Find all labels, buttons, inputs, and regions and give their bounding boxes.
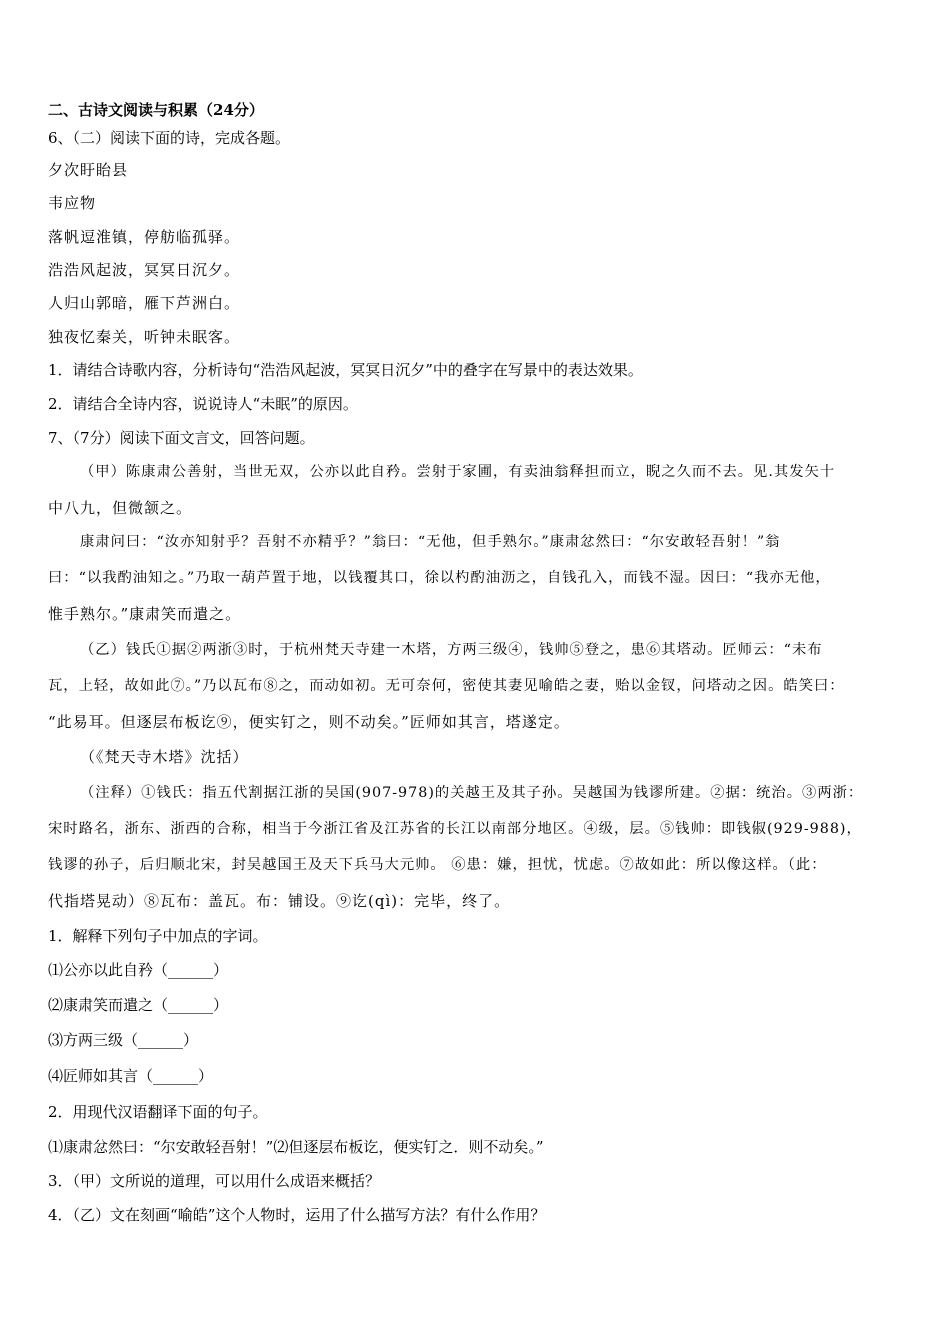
q7-subquestion: ⑴康肃忿然曰：“尔安敢轻吾射！”⑵但逐层布板讫，便实钉之．则不动矣。”	[48, 1138, 544, 1156]
q7-question: 1．解释下列句子中加点的字词。	[48, 927, 268, 945]
poem-title: 夕次盱眙县	[48, 161, 129, 179]
notes-line: 钱谬的孙子，后归顺北宋，封吴越国王及天下兵马大元帅。 ⑥患：嫌，担忧，忧虑。⑦故如此：所以像这样。（此：	[48, 857, 827, 873]
poem-line: 独夜忆秦关，听钟未眠客。	[48, 328, 241, 346]
passage-line: 中八九，但微颔之。	[48, 499, 193, 517]
passage-line: 瓦，上轻，故如此⑦。”乃以瓦布⑧之，而动如初。无可奈何，密使其妻见喻皓之妻，贻以金钗，问塔动之因。皓笑曰：	[48, 678, 845, 694]
poem-line: 人归山郭暗，雁下芦洲白。	[48, 294, 241, 312]
passage-line: （甲）陈康肃公善射，当世无双，公亦以此自矜。尝射于家圃，有卖油翁释担而立，睨之久而不去。见.其发矢十	[80, 464, 836, 480]
poem-line: 浩浩风起波，冥冥日沉夕。	[48, 261, 241, 279]
q6-question: 2．请结合全诗内容，说说诗人“未眠”的原因。	[48, 395, 358, 413]
notes-line: （注释）①钱氏：指五代割据江浙的吴国(907-978)的关越王及其子孙。吴越国为钱谬所建。②据：统治。③两浙：	[80, 785, 864, 801]
q6-question: 1．请结合诗歌内容，分析诗句“浩浩风起波，冥冥日沉夕”中的叠字在写景中的表达效果。	[48, 361, 643, 379]
q7-subquestion: ⑵康肃笑而遣之（______）	[48, 996, 229, 1014]
passage-source: （《梵天寺木塔》沈括）	[80, 748, 249, 766]
q7-prompt: 7、（7分）阅读下面文言文，回答问题。	[48, 429, 315, 447]
q7-question: 4．（乙）文在刻画“喻皓”这个人物时，运用了什么描写方法？有什么作用？	[48, 1206, 546, 1224]
poem-author: 韦应物	[48, 194, 97, 212]
q7-subquestion: ⑶方两三级（______）	[48, 1031, 199, 1049]
passage-line: 康肃问曰：“汝亦知射乎？吾射不亦精乎？”翁曰：“无他，但手熟尔。”康肃忿然曰：“尔安敢轻吾射！”翁	[80, 534, 781, 550]
section-title: 二、古诗文阅读与积累（24分）	[48, 101, 264, 119]
poem-line: 落帆逗淮镇，停舫临孤驿。	[48, 228, 241, 246]
passage-line: （乙）钱氏①据②两浙③时，于杭州梵天寺建一木塔，方两三级④，钱帅⑤登之，患⑥其塔动。匠师云：“未布	[80, 642, 823, 658]
passage-line: 曰：“以我酌油知之。”乃取一葫芦置于地，以钱覆其口，徐以杓酌油沥之，自钱孔入，而钱不湿。因曰：“我亦无他，	[48, 570, 831, 586]
passage-line: “此易耳。但逐层布板讫⑨，便实钉之，则不动矣。”匠师如其言，塔遂定。	[48, 713, 570, 731]
notes-line: 宋时路名，浙东、浙西的合称，相当于今浙江省及江苏省的长江以南部分地区。④级，层。⑤钱帅：即钱俶(929-988)，	[48, 821, 862, 837]
q7-subquestion: ⑷匠师如其言（______）	[48, 1067, 214, 1085]
passage-line: 惟手熟尔。”康肃笑而遣之。	[48, 605, 242, 623]
q7-question: 3．（甲）文所说的道理，可以用什么成语来概括？	[48, 1172, 381, 1190]
q7-question: 2．用现代汉语翻译下面的句子。	[48, 1103, 268, 1121]
notes-line: 代指塔晃动）⑧瓦布：盖瓦。布：铺设。⑨讫(qì)：完毕，终了。	[48, 892, 511, 910]
q7-subquestion: ⑴公亦以此自矜（______）	[48, 961, 229, 979]
q6-prompt: 6、（二）阅读下面的诗，完成各题。	[48, 129, 291, 147]
